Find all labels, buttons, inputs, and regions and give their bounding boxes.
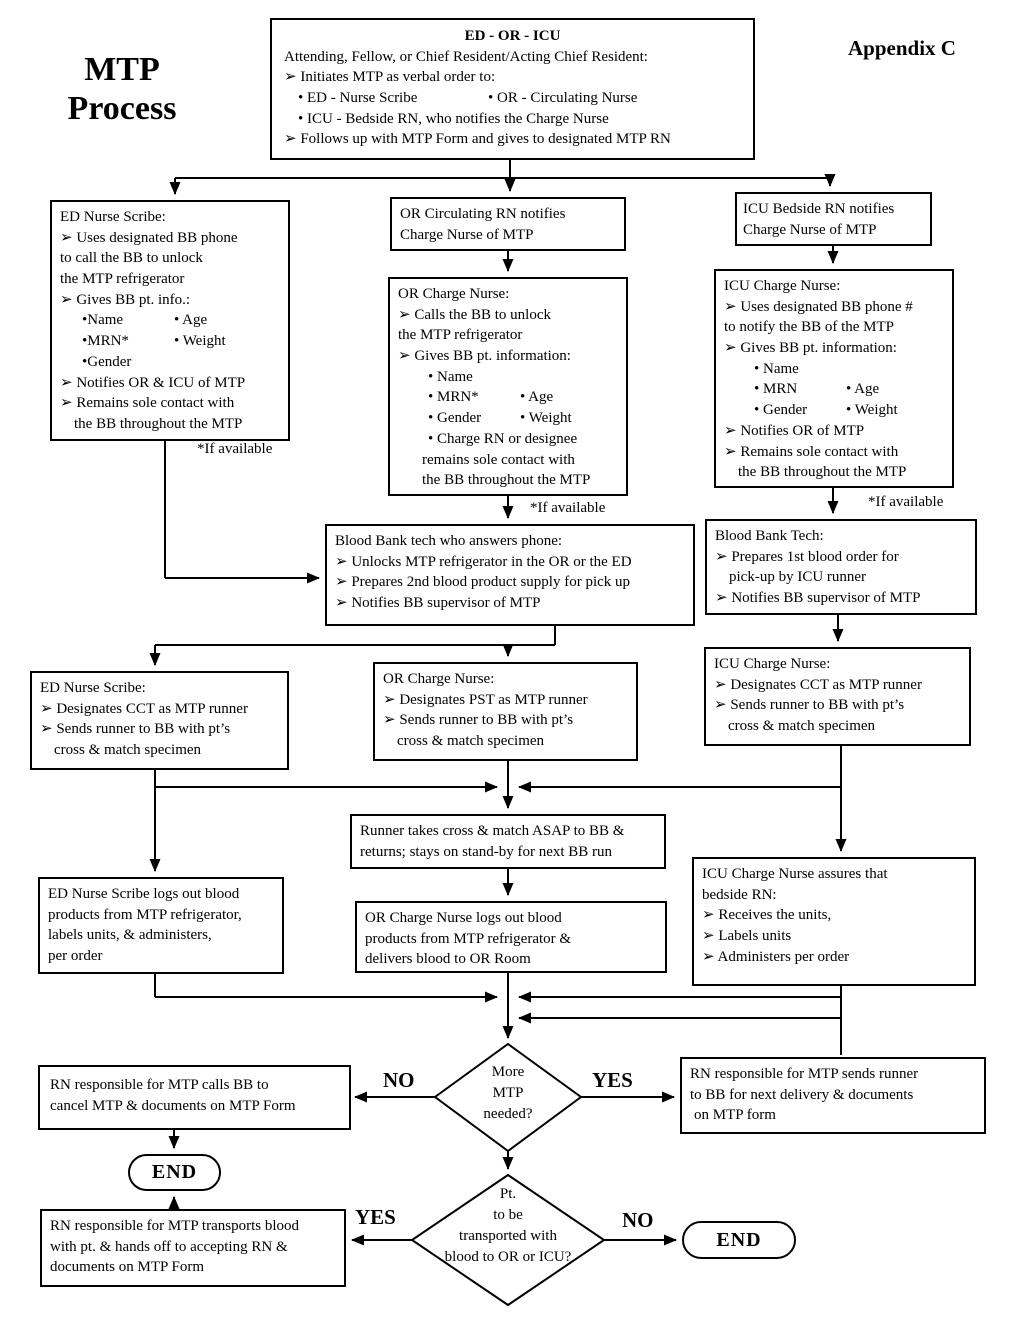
- box-title: ED Nurse Scribe:: [40, 680, 146, 696]
- if-available-note: *If available: [197, 441, 273, 457]
- box-title: Blood Bank tech who answers phone:: [335, 533, 563, 549]
- box-line: ➢ Designates PST as MTP runner: [383, 691, 588, 708]
- box-line: RN responsible for MTP transports blood: [50, 1218, 300, 1234]
- box-line: ➢ Remains sole contact with: [724, 443, 899, 460]
- or-circulating-rn-box: [390, 197, 626, 251]
- box-line: ➢ Sends runner to BB with pt’s: [40, 721, 231, 738]
- box-line: ➢ Remains sole contact with: [60, 395, 235, 412]
- box-line: the BB throughout the MTP: [74, 415, 243, 432]
- box-line: OR Charge Nurse logs out blood: [365, 910, 562, 926]
- box-line: cross & match specimen: [728, 718, 876, 735]
- box-line: [60, 310, 280, 331]
- box-line: pick-up by ICU runner: [729, 569, 867, 586]
- box-line: ➢ Designates CCT as MTP runner: [714, 676, 922, 693]
- box-line: •Gender: [82, 353, 132, 370]
- box-line: Charge Nurse of MTP: [400, 226, 534, 243]
- blood-bank-tech-phone-box: [325, 524, 695, 626]
- bullet-item: •MRN*: [82, 333, 129, 350]
- box-line: on MTP form: [694, 1107, 776, 1124]
- or-logs-out-box: [355, 901, 667, 973]
- box-line: ➢ Notifies OR & ICU of MTP: [60, 374, 246, 391]
- box-line: ➢ Labels units: [702, 928, 792, 945]
- box-line: RN responsible for MTP sends runner: [690, 1066, 919, 1082]
- decision-line: Pt.: [499, 1186, 517, 1202]
- bullet-item: • Age: [846, 381, 880, 398]
- box-title: ED Nurse Scribe:: [60, 209, 166, 225]
- yes-label: YES: [355, 1205, 396, 1229]
- box-line: ➢ Notifies BB supervisor of MTP: [715, 590, 921, 607]
- box-line: ➢ Prepares 2nd blood product supply for pick up: [335, 574, 631, 591]
- box-line: [398, 408, 618, 429]
- box-line: ➢ Sends runner to BB with pt’s: [714, 697, 905, 714]
- box-line: ➢ Gives BB pt. information:: [724, 340, 897, 357]
- box-line: products from MTP refrigerator &: [365, 930, 572, 947]
- box-line: Attending, Fellow, or Chief Resident/Acting Chief Resident:: [284, 48, 648, 65]
- bullet-item: • Age: [520, 389, 554, 406]
- cancel-mtp-box: [38, 1065, 351, 1130]
- box-line: ➢ Calls the BB to unlock: [398, 306, 551, 323]
- box-line: ➢ Unlocks MTP refrigerator in the OR or the ED: [335, 553, 632, 570]
- box-line: returns; stays on stand-by for next BB run: [360, 843, 613, 860]
- or-charge-nurse-box-2: [373, 662, 638, 761]
- icu-charge-nurse-box-2: [704, 647, 971, 746]
- box-title: Blood Bank Tech:: [715, 528, 824, 544]
- box-line: to BB for next delivery & documents: [690, 1086, 914, 1103]
- box-line: Runner takes cross & match ASAP to BB &: [360, 823, 625, 839]
- bullet-item: •Name: [82, 312, 124, 329]
- box-line: [60, 331, 280, 352]
- decision-line: to be: [493, 1207, 523, 1223]
- ed-nurse-scribe-box-2: [30, 671, 289, 770]
- bullet-item: • Gender: [428, 410, 482, 427]
- bullet-item: • Weight: [174, 333, 226, 350]
- box-line: to notify the BB of the MTP: [724, 319, 894, 336]
- box-line: ➢ Administers per order: [702, 948, 850, 965]
- if-available-note: *If available: [530, 500, 606, 516]
- box-line: [284, 88, 741, 109]
- no-label: NO: [383, 1068, 415, 1092]
- bullet-item: • Gender: [754, 402, 808, 419]
- page-title: [52, 50, 192, 128]
- end-label: END: [716, 1228, 762, 1251]
- box-line: ➢ Designates CCT as MTP runner: [40, 700, 248, 717]
- box-title: ICU Charge Nurse:: [714, 656, 831, 672]
- box-line: cancel MTP & documents on MTP Form: [50, 1097, 296, 1114]
- box-line: [398, 387, 618, 408]
- box-line: per order: [48, 948, 103, 965]
- icu-assures-box: [692, 857, 976, 986]
- box-title: OR Charge Nurse:: [383, 671, 495, 687]
- box-title: ICU Charge Nurse assures that: [702, 866, 888, 882]
- decision-line: MTP: [492, 1085, 524, 1101]
- box-line: cross & match specimen: [54, 742, 202, 759]
- start-box-ed-or-icu: [270, 18, 755, 160]
- box-line: ➢ Sends runner to BB with pt’s: [383, 712, 574, 729]
- box-line: • Name: [428, 368, 473, 385]
- box-line: ➢ Gives BB pt. info.:: [60, 291, 191, 308]
- bullet-item: • ED - Nurse Scribe: [298, 90, 418, 107]
- box-line: ➢ Receives the units,: [702, 907, 832, 924]
- ed-nurse-scribe-box-1: [50, 200, 290, 441]
- decision-line: transported with: [459, 1228, 557, 1244]
- box-line: [724, 379, 944, 400]
- icu-bedside-rn-box: [735, 192, 932, 246]
- bullet-item: • OR - Circulating Nurse: [488, 90, 638, 107]
- no-label: NO: [622, 1208, 654, 1232]
- box-line: ➢ Notifies OR of MTP: [724, 422, 865, 439]
- sends-runner-box: [680, 1057, 986, 1134]
- box-line: the BB throughout the MTP: [738, 464, 907, 481]
- box-line: ➢ Uses designated BB phone: [60, 229, 238, 246]
- box-line: • Name: [754, 360, 799, 377]
- box-line: remains sole contact with: [422, 451, 575, 468]
- runner-box: [350, 814, 666, 869]
- box-line: ➢ Prepares 1st blood order for: [715, 548, 899, 565]
- box-line: the BB throughout the MTP: [422, 472, 591, 489]
- end-label: END: [151, 1161, 198, 1183]
- more-mtp-needed-text: [448, 1062, 568, 1125]
- page-title-line: MTP: [84, 51, 160, 88]
- box-line: products from MTP refrigerator,: [48, 906, 242, 923]
- box-line: documents on MTP Form: [50, 1259, 205, 1276]
- box-line: cross & match specimen: [397, 733, 545, 750]
- box-line: bedside RN:: [702, 886, 777, 903]
- page-title-line: Process: [67, 90, 177, 128]
- box-line: OR Circulating RN notifies: [400, 206, 566, 222]
- blood-bank-tech-box: [705, 519, 977, 615]
- box-title: ED - OR - ICU: [464, 28, 561, 44]
- or-charge-nurse-box-1: [388, 277, 628, 496]
- box-line: ➢ Gives BB pt. information:: [398, 348, 571, 365]
- box-line: ➢ Initiates MTP as verbal order to:: [284, 69, 496, 86]
- box-line: Charge Nurse of MTP: [743, 221, 877, 238]
- box-line: delivers blood to OR Room: [365, 951, 531, 968]
- box-title: OR Charge Nurse:: [398, 286, 510, 302]
- box-line: the MTP refrigerator: [60, 271, 185, 288]
- box-line: ICU Bedside RN notifies: [743, 201, 895, 217]
- if-available-note: *If available: [868, 494, 944, 510]
- box-line: ED Nurse Scribe logs out blood: [48, 886, 240, 902]
- bullet-item: • MRN: [754, 381, 798, 398]
- box-line: ➢ Uses designated BB phone #: [724, 298, 913, 315]
- bullet-item: • Weight: [846, 402, 898, 419]
- bullet-item: • Age: [174, 312, 208, 329]
- end-terminal-1: [128, 1154, 221, 1191]
- box-line: ➢ Notifies BB supervisor of MTP: [335, 595, 541, 612]
- decision-line: More: [491, 1064, 525, 1080]
- pt-transported-text: [408, 1184, 608, 1268]
- decision-line: needed?: [483, 1106, 533, 1122]
- box-title: ICU Charge Nurse:: [724, 278, 841, 294]
- yes-label: YES: [592, 1068, 633, 1092]
- box-line: ➢ Follows up with MTP Form and gives to designated MTP RN: [284, 131, 671, 148]
- box-line: with pt. & hands off to accepting RN &: [50, 1238, 288, 1255]
- end-terminal-2: [682, 1221, 796, 1259]
- transports-blood-box: [40, 1209, 346, 1287]
- box-line: • Charge RN or designee: [428, 430, 578, 447]
- box-line: labels units, & administers,: [48, 927, 212, 944]
- box-line: to call the BB to unlock: [60, 250, 203, 267]
- decision-line: blood to OR or ICU?: [444, 1249, 572, 1265]
- icu-charge-nurse-box-1: [714, 269, 954, 488]
- bullet-item: • Weight: [520, 410, 572, 427]
- box-line: the MTP refrigerator: [398, 327, 523, 344]
- appendix-label: Appendix C: [848, 36, 956, 60]
- box-line: [724, 400, 944, 421]
- box-line: RN responsible for MTP calls BB to: [50, 1077, 269, 1093]
- box-line: • ICU - Bedside RN, who notifies the Charge Nurse: [298, 110, 609, 127]
- bullet-item: • MRN*: [428, 389, 479, 406]
- ed-logs-out-box: [38, 877, 284, 974]
